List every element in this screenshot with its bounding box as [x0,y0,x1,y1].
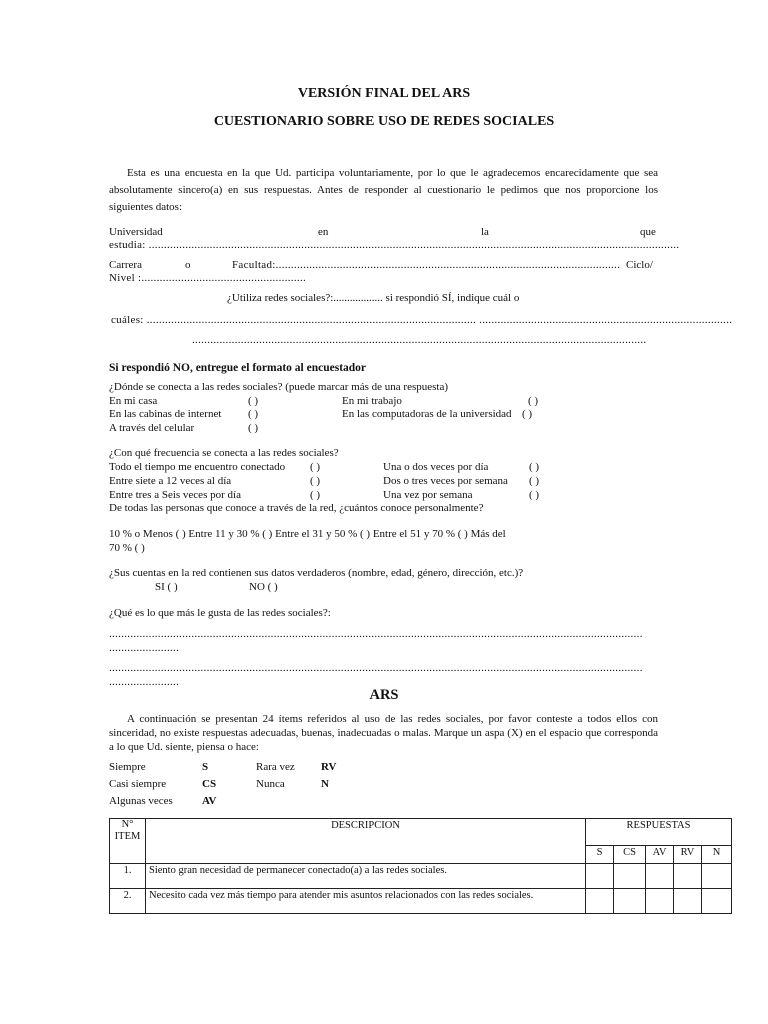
answer-cell[interactable] [646,889,674,914]
q2-option-label: Una vez por semana [383,489,473,501]
header-description: DESCRIPCION [146,819,586,864]
cuales-field-2[interactable]: ..................................................................................................................................................... [192,334,647,346]
univ-word-2: en [318,226,329,238]
header-resp-col: S [586,846,614,864]
q2-option-label: Entre tres a Seis veces por día [109,489,241,501]
carrera-word-1: Carrera [109,259,142,271]
univ-word-3: la [481,226,489,238]
nivel-field[interactable]: Nivel :...................................................... [109,272,307,284]
header-item: N° ITEM [110,819,146,864]
legend-key: AV [202,795,217,807]
answer-cell[interactable] [674,889,702,914]
doc-title: VERSIÓN FINAL DEL ARS [297,86,471,101]
legend-label: Algunas veces [109,795,173,807]
carrera-word-4: Ciclo/ [626,259,653,271]
q1-option-label: A través del celular [109,422,195,434]
intro-paragraph: Esta es una encuesta en la que Ud. participa voluntariamente, por lo que le agradecemos encarecidamente que sea absolutamente sincero(a) en sus respuestas. Antes de responder al cuestionario le pedimos que nos proporcione los siguientes datos: [109,167,658,213]
q1-option-label: En las computadoras de la universidad [342,408,512,420]
univ-word-4: que [640,226,656,238]
header-responses: RESPUESTAS [586,819,732,846]
table-row [110,889,732,914]
q2-option-box[interactable]: ( ) [529,489,540,501]
items-table [109,818,732,914]
q1-option-label: En mi casa [109,395,158,407]
q2-question: ¿Con qué frecuencia se conecta a las redes sociales? [109,447,339,459]
legend-key: RV [321,761,337,773]
no-instruction: Si respondió NO, entregue el formato al encuestador [109,362,367,374]
answer-cell[interactable] [646,864,674,889]
utiliza-question: ¿Utiliza redes sociales?:.................. si respondió SÍ, indique cuál o [227,292,520,304]
answer-cell[interactable] [614,889,646,914]
item-description: Necesito cada vez más tiempo para atender mis asuntos relacionados con las redes sociales. [146,889,586,914]
q5-answer-line[interactable]: ............................................................................................................................................................................... [109,628,643,640]
answer-cell[interactable] [586,889,614,914]
q2-option-box[interactable]: ( ) [310,461,321,473]
q1-option-box[interactable]: ( ) [248,395,259,407]
univ-word-1: Universidad [109,226,163,238]
q1-option-box[interactable]: ( ) [248,422,259,434]
q2-option-label: Entre siete a 12 veces al día [109,475,232,487]
item-number: 1. [110,864,146,889]
q1-option-label: En mi trabajo [342,395,402,407]
cuales-field[interactable]: cuáles: ............................................................................................................ ................................................................................... [111,314,733,326]
q3-question: De todas las personas que conoce a través de la red, ¿cuántos conoce personalmente? [109,502,484,514]
answer-cell[interactable] [674,864,702,889]
legend-label: Siempre [109,761,146,773]
q4-question: ¿Sus cuentas en la red contienen sus datos verdaderos (nombre, edad, género, dirección, etc.)? [109,567,524,579]
q1-option-box[interactable]: ( ) [522,408,533,420]
ars-intro: A continuación se presentan 24 ítems referidos al uso de las redes sociales, por favor conteste a todos ellos con sinceridad, no existe respuestas adecuadas, buenas, inadecuadas o malas. Marque un aspa (X) en el espacio que corresponda a lo que Ud. siente, piensa o hace: [109,713,658,753]
q3-options-line[interactable]: 70 % ( ) [109,542,145,554]
q1-option-box[interactable]: ( ) [528,395,539,407]
carrera-word-2: o [185,259,191,271]
answer-cell[interactable] [702,889,732,914]
table-row [110,864,732,889]
carrera-field[interactable]: Facultad:................................................................................................................. [232,259,621,271]
q2-option-box[interactable]: ( ) [529,475,540,487]
ars-heading: ARS [369,687,399,703]
legend-key: CS [202,778,217,790]
header-resp-col: RV [674,846,702,864]
q2-option-label: Una o dos veces por día [383,461,489,473]
legend-key: N [321,778,329,790]
q4-si-option[interactable]: SI ( ) [155,581,178,593]
answer-cell[interactable] [614,864,646,889]
item-number: 2. [110,889,146,914]
univ-field[interactable]: estudia: .............................................................................................................................................................................. [109,239,680,251]
q2-option-label: Dos o tres veces por semana [383,475,508,487]
q2-option-box[interactable]: ( ) [529,461,540,473]
legend-label: Nunca [256,778,285,790]
legend-label: Rara vez [256,761,295,773]
legend-key: S [202,761,209,773]
header-resp-col: AV [646,846,674,864]
header-resp-col: CS [614,846,646,864]
q3-options-line[interactable]: 10 % o Menos ( ) Entre 11 y 30 % ( ) Entre el 31 y 50 % ( ) Entre el 51 y 70 % ( ) Más del [109,528,506,540]
legend-label: Casi siempre [109,778,167,790]
q4-no-option[interactable]: NO ( ) [249,581,278,593]
q1-option-label: En las cabinas de internet [109,408,222,420]
q2-option-box[interactable]: ( ) [310,489,321,501]
doc-subtitle: CUESTIONARIO SOBRE USO DE REDES SOCIALES [213,114,555,129]
item-description: Siento gran necesidad de permanecer conectado(a) a las redes sociales. [146,864,586,889]
q1-option-box[interactable]: ( ) [248,408,259,420]
table-header-row [110,819,732,846]
header-resp-col: N [702,846,732,864]
answer-cell[interactable] [702,864,732,889]
q2-option-box[interactable]: ( ) [310,475,321,487]
q5-answer-line[interactable]: ............................................................................................................................................................................... [109,662,643,674]
q1-question: ¿Dónde se conecta a las redes sociales? (puede marcar más de una respuesta) [109,381,449,393]
q5-answer-line[interactable]: ....................... [109,676,180,688]
q5-question: ¿Qué es lo que más le gusta de las redes sociales?: [109,607,331,619]
answer-cell[interactable] [586,864,614,889]
q2-option-label: Todo el tiempo me encuentro conectado [109,461,286,473]
q5-answer-line[interactable]: ....................... [109,642,180,654]
